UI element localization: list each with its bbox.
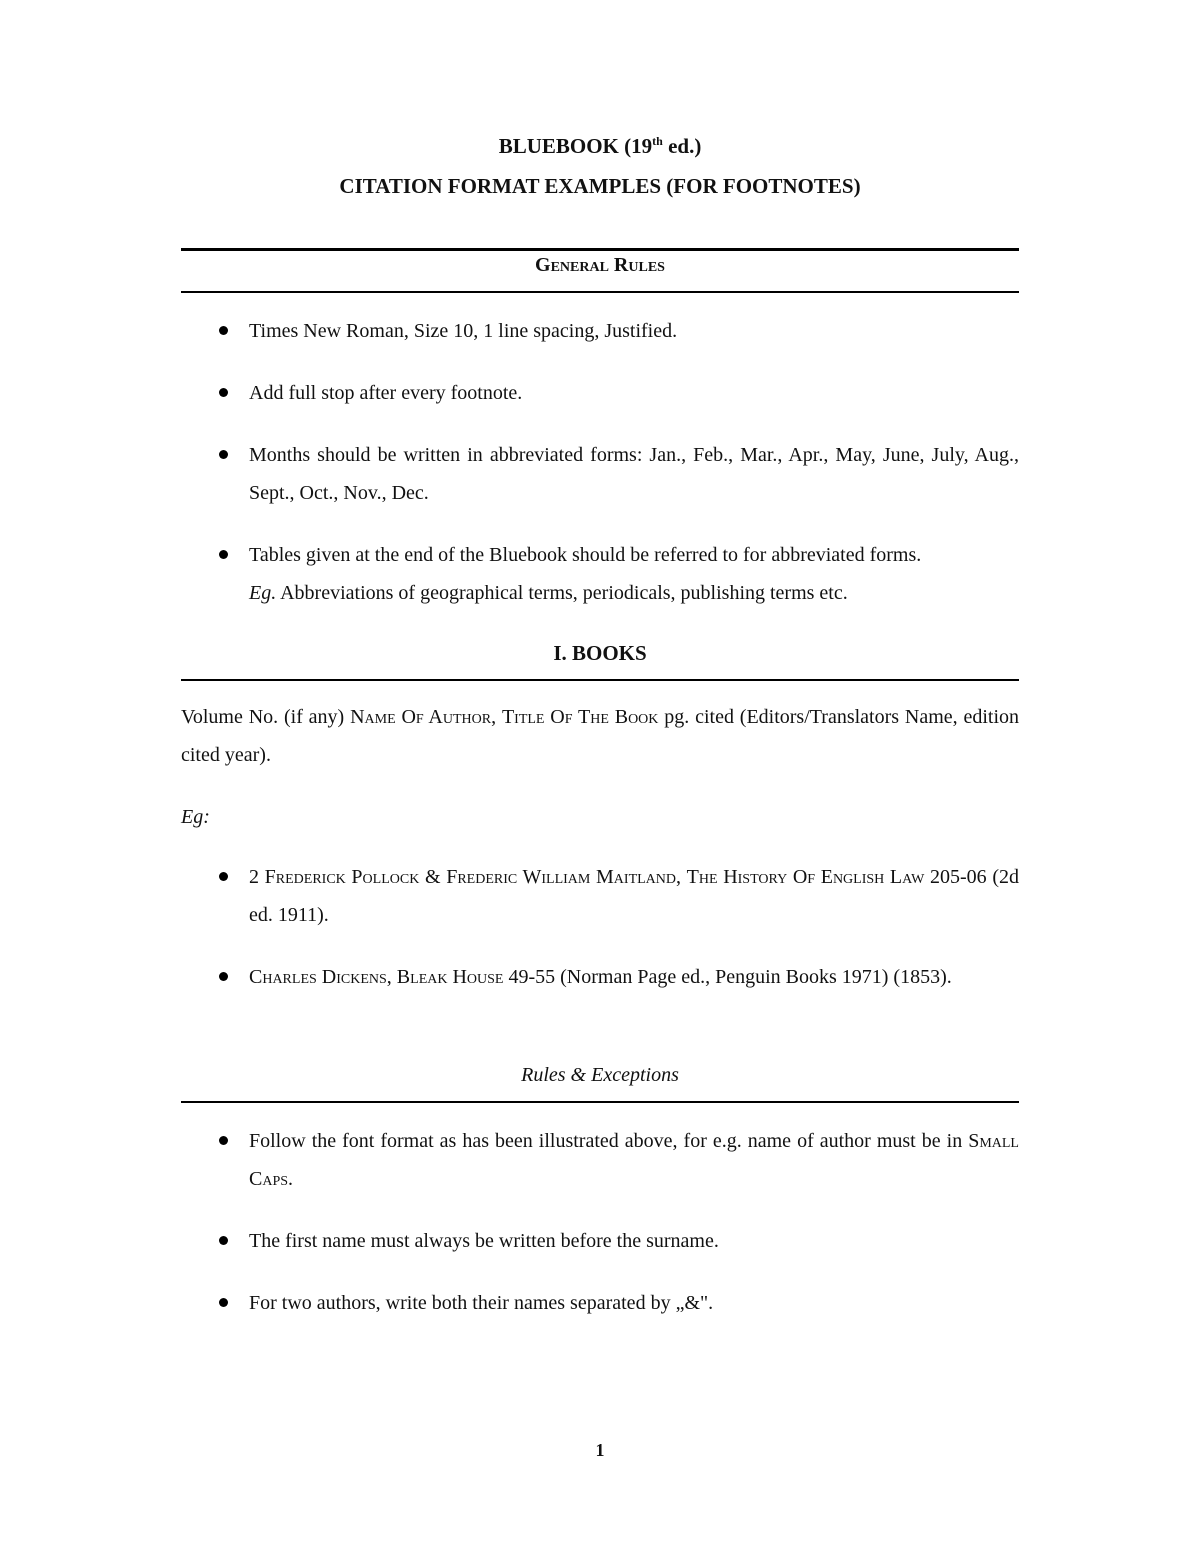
example-label: Eg: xyxy=(181,806,210,828)
list-item: Tables given at the end of the Bluebook should be referred to for abbreviated forms. Eg. Abbreviations of geographical terms, periodicals, publishing terms etc. xyxy=(181,536,1019,612)
section-rule-bottom xyxy=(181,291,1019,293)
list-item: Charles Dickens, Bleak House 49-55 (Norman Page ed., Penguin Books 1971) (1853). xyxy=(181,958,1019,996)
section-rule-top xyxy=(181,248,1019,251)
list-item: 2 Frederick Pollock & Frederic William Maitland, The History Of English Law 205-06 (2d ed. 1911). xyxy=(181,858,1019,934)
list-item: The first name must always be written before the surname. xyxy=(181,1222,1019,1260)
document-subtitle: CITATION FORMAT EXAMPLES (FOR FOOTNOTES) xyxy=(339,174,861,198)
general-rules-heading: General Rules xyxy=(535,254,665,276)
list-item: Months should be written in abbreviated forms: Jan., Feb., Mar., Apr., May, June, July, Aug., Sept., Oct., Nov., Dec. xyxy=(181,436,1019,512)
bullet-icon xyxy=(219,550,228,559)
rules-exceptions-heading: Rules & Exceptions xyxy=(521,1064,679,1086)
page-number: 1 xyxy=(595,1440,605,1460)
section-rule xyxy=(181,679,1019,681)
list-item: For two authors, write both their names separated by „&". xyxy=(181,1284,1019,1322)
bullet-icon xyxy=(219,326,228,335)
books-heading: I. BOOKS xyxy=(553,641,647,665)
list-item: Follow the font format as has been illustrated above, for e.g. name of author must be in Small Caps. xyxy=(181,1122,1019,1198)
bullet-icon xyxy=(219,388,228,397)
books-format-description: Volume No. (if any) Name Of Author, Title Of The Book pg. cited (Editors/Translators Name, edition cited year). xyxy=(181,706,1020,766)
document-title: BLUEBOOK (19th ed.) xyxy=(498,134,702,158)
bullet-icon xyxy=(219,450,228,459)
bullet-icon xyxy=(219,1298,228,1307)
bullet-icon xyxy=(219,972,228,981)
bullet-icon xyxy=(219,1236,228,1245)
list-item: Times New Roman, Size 10, 1 line spacing, Justified. xyxy=(181,312,1019,350)
bullet-icon xyxy=(219,1136,228,1145)
bullet-icon xyxy=(219,872,228,881)
list-item: Add full stop after every footnote. xyxy=(181,374,1019,412)
section-rule xyxy=(181,1101,1019,1103)
